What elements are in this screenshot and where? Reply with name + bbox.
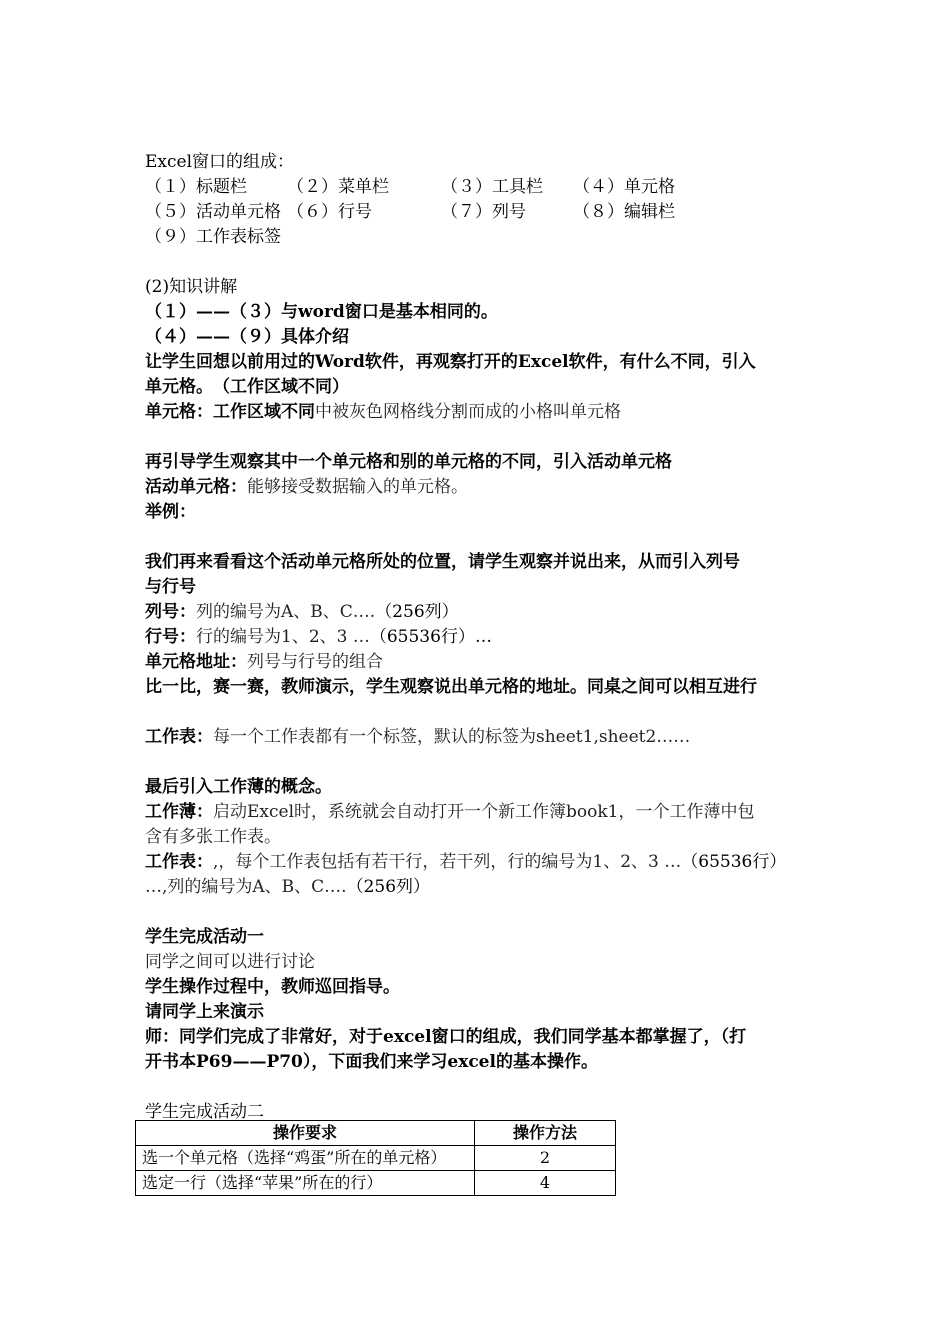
intro-title: Excel窗口的组成：: [145, 152, 295, 172]
sheet-text: 每一个工作表都有一个标签，默认的标签为sheet1,sheet2……: [213, 727, 691, 747]
activity1-title: 学生完成活动一: [145, 927, 264, 947]
activity1-guide: 学生操作过程中，教师巡回指导。: [145, 977, 400, 997]
column-text: 列的编号为A、B、C….: [196, 602, 376, 622]
book-sheet-definition: [145, 850, 825, 875]
book-text-cont: 含有多张工作表。: [145, 827, 281, 847]
cell-definition: [145, 400, 825, 425]
book-sheet-tail: （65536行）: [681, 852, 787, 872]
address-text: 列号与行号的组合: [247, 652, 383, 672]
address-label: 单元格地址：: [145, 652, 247, 672]
address-definition: [145, 650, 825, 675]
knowledge-line: （１）——（３）与word窗口是基本相同的。: [145, 302, 498, 322]
active-definition: [145, 475, 825, 500]
book-text: 启动Excel时，系统就会自动打开一个新工作簿book1，一个工作薄中包: [213, 802, 755, 822]
activity2-title: 学生完成活动二: [145, 1102, 264, 1122]
book-sheet-text: ,，每个工作表包括有若干行，若干列，行的编号为1、2、3 …: [213, 852, 682, 872]
table-header: 操作要求: [136, 1121, 475, 1146]
component-item: （１）标题栏: [145, 177, 247, 197]
compete-line: 比一比，赛一赛，教师演示，学生观察说出单元格的地址。同桌之间可以相互进行: [145, 677, 757, 697]
column-definition: [145, 600, 825, 625]
row-tail: （65536行）…: [369, 627, 492, 647]
row-label: 行号：: [145, 627, 196, 647]
row-text: 行的编号为1、2、3 …: [196, 627, 370, 647]
component-item: （４）单元格: [573, 177, 675, 197]
sheet-label: 工作表：: [145, 727, 213, 747]
components-row-2: [145, 200, 825, 225]
table-cell: 选一个单元格（选择“鸡蛋”所在的单元格）: [136, 1146, 475, 1171]
book-sheet-text: …,列的编号为A、B、C….: [145, 877, 347, 897]
component-item: （３）工具栏: [441, 177, 543, 197]
activity1-discuss: 同学之间可以进行讨论: [145, 952, 315, 972]
book-sheet-cont: [145, 875, 825, 900]
cell-text: 中被灰色网格线分割而成的小格叫单元格: [315, 402, 621, 422]
row-definition: [145, 625, 825, 650]
component-item: （７）列号: [441, 202, 526, 222]
knowledge-heading: (2)知识讲解: [145, 277, 238, 297]
table-row: [136, 1171, 616, 1196]
activity1-demo: 请同学上来演示: [145, 1002, 264, 1022]
book-intro: 最后引入工作薄的概念。: [145, 777, 332, 797]
components-row-3: （９）工作表标签: [145, 227, 281, 247]
component-item: （５）活动单元格: [145, 202, 281, 222]
active-text: 能够接受数据输入的单元格。: [247, 477, 468, 497]
operations-table: [135, 1120, 616, 1196]
book-sheet-tail: （256列）: [346, 877, 431, 897]
book-sheet-label: 工作表：: [145, 852, 213, 872]
column-tail: （256列）: [375, 602, 459, 622]
component-item: （６）行号: [287, 202, 372, 222]
book-label: 工作薄：: [145, 802, 213, 822]
component-item: （２）菜单栏: [287, 177, 389, 197]
components-row-1: [145, 175, 825, 200]
teacher-line: 师：同学们完成了非常好，对于excel窗口的组成，我们同学基本都掌握了，（打: [145, 1027, 747, 1047]
table-row: [136, 1146, 616, 1171]
active-guide: 再引导学生观察其中一个单元格和别的单元格的不同，引入活动单元格: [145, 452, 672, 472]
knowledge-line: （４）——（９）具体介绍: [145, 327, 349, 347]
position-paragraph: 我们再来看看这个活动单元格所处的位置，请学生观察并说出来，从而引入列号: [145, 552, 740, 572]
component-item: （８）编辑栏: [573, 202, 675, 222]
sheet-definition: [145, 725, 825, 750]
position-paragraph: 与行号: [145, 577, 196, 597]
table-header-row: [136, 1121, 616, 1146]
document-body: [145, 150, 825, 1125]
book-definition: [145, 800, 825, 825]
knowledge-line: 单元格。 （工作区域不同）: [145, 377, 349, 397]
column-label: 列号：: [145, 602, 196, 622]
active-label: 活动单元格：: [145, 477, 247, 497]
table-cell: 选定一行（选择“苹果”所在的行）: [136, 1171, 475, 1196]
table-cell: 2: [475, 1146, 616, 1171]
teacher-line: 开书本P69——P70），下面我们来学习excel的基本操作。: [145, 1052, 598, 1072]
table-cell: 4: [475, 1171, 616, 1196]
knowledge-line: 让学生回想以前用过的Word软件，再观察打开的Excel软件，有什么不同，引入: [145, 352, 756, 372]
table-header: 操作方法: [475, 1121, 616, 1146]
example-label: 举例：: [145, 502, 196, 522]
cell-label: 单元格：工作区域不同: [145, 402, 315, 422]
